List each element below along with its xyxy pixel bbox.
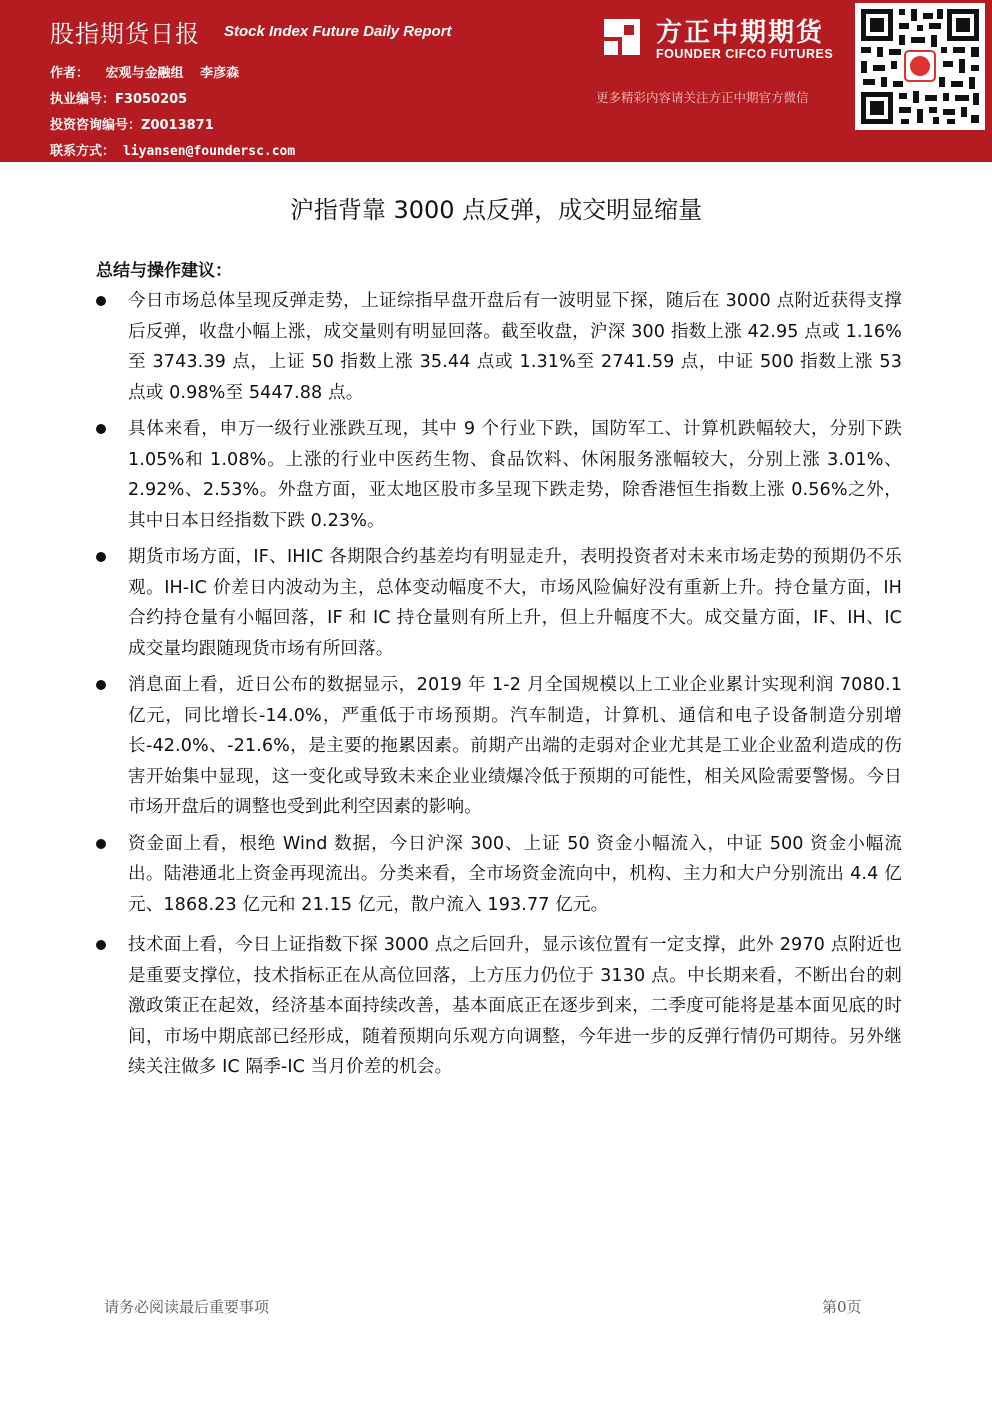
bullet-icon xyxy=(96,424,106,434)
wechat-qr-code[interactable] xyxy=(855,3,985,130)
page-number: 第0页 xyxy=(822,1298,862,1316)
footer-notice: 请务必阅读最后重要事项 xyxy=(104,1298,270,1316)
report-name-cn: 股指期货日报 xyxy=(50,20,200,48)
company-logo-en: FOUNDER CIFCO FUTURES xyxy=(656,47,834,61)
bullet-icon xyxy=(96,296,106,306)
contact-email[interactable]: liyansen@foundersc.com xyxy=(123,144,296,159)
bullet-text: 具体来看，申万一级行业涨跌互现，其中 9 个行业下跌，国防军工、计算机跌幅较大，分别下跌 1.05%和 1.08%。上涨的行业中医药生物、食品饮料、休闲服务涨幅较大，分别上涨 3.01%、2.92%、2.53%。外盘方面，亚太地区股市多呈现下跌走势，除香港恒生指数上涨 0.56%之外，其中日本日经指数下跌 0.23%。 xyxy=(128,419,902,531)
report-name-en: Stock Index Future Daily Report xyxy=(224,23,452,40)
document-title: 沪指背靠 3000 点反弹，成交明显缩量 xyxy=(289,196,703,224)
author-group: 宏观与金融组 xyxy=(105,66,184,81)
author-line xyxy=(50,62,239,81)
bullet-icon xyxy=(96,839,106,849)
bullet-icon xyxy=(96,552,106,562)
bullet-text: 期货市场方面，IF、IHIC 各期限合约基差均有明显走升，表明投资者对未来市场走势的预期仍不乐观。IH-IC 价差日内波动为主，总体变动幅度不大，市场风险偏好没有重新上升。持仓量方面，IH 合约持仓量有小幅回落，IF 和 IC 持仓量则有所上升，但上升幅度不大。成交量方面，IF、IH、IC 成交量均跟随现货市场有所回落。 xyxy=(128,547,902,659)
author-name: 李彦森 xyxy=(200,66,240,81)
bullet-item xyxy=(96,414,902,536)
bullet-icon xyxy=(96,680,106,690)
license-line xyxy=(50,88,187,107)
contact-label: 联系方式： xyxy=(50,144,116,159)
author-label: 作者： xyxy=(50,66,90,81)
consult-line xyxy=(50,114,214,133)
company-logo-text: 方正中期期货 xyxy=(656,18,825,48)
wechat-note: 更多精彩内容请关注方正中期官方微信 xyxy=(596,90,809,105)
license-label: 执业编号： xyxy=(50,92,116,107)
bullet-item xyxy=(96,286,902,408)
consult-value: Z0013871 xyxy=(141,118,214,133)
bullet-text: 技术面上看，今日上证指数下探 3000 点之后回升，显示该位置有一定支撑，此外 2970 点附近也是重要支撑位，技术指标正在从高位回落，上方压力仍位于 3130 点。中长期来看，不断出台的刺激政策正在起效，经济基本面持续改善，基本面底正在逐步到来，二季度可能将是基本面见底的时间，市场中期底部已经形成，随着预期向乐观方向调整，今年进一步的反弹行情仍可期待。另外继续关注做多 IC 隔季-IC 当月价差的机会。 xyxy=(128,935,902,1077)
bullet-item xyxy=(96,542,902,664)
bullet-item xyxy=(96,829,902,921)
bullet-text: 消息面上看，近日公布的数据显示，2019 年 1-2 月全国规模以上工业企业累计实现利润 7080.1 亿元，同比增长-14.0%，严重低于市场预期。汽车制造，计算机、通信和电子设备制造分别增长-42.0%、-21.6%，是主要的拖累因素。前期产出端的走弱对企业尤其是工业企业盈利造成的伤害开始集中显现，这一变化或导致未来企业业绩爆冷低于预期的可能性，相关风险需要警惕。今日市场开盘后的调整也受到此利空因素的影响。 xyxy=(128,675,902,817)
section-heading: 总结与操作建议： xyxy=(96,261,232,281)
license-value: F3050205 xyxy=(115,92,188,107)
report-header xyxy=(0,0,992,162)
bullet-text: 今日市场总体呈现反弹走势，上证综指早盘开盘后有一波明显下探，随后在 3000 点附近获得支撑后反弹，收盘小幅上涨，成交量则有明显回落。截至收盘，沪深 300 指数上涨 42.95 点或 1.16%至 3743.39 点，上证 50 指数上涨 35.44 点或 1.31%至 2741.59 点，中证 500 指数上涨 53 点或 0.98%至 5447.88 点。 xyxy=(128,291,902,403)
company-logo-icon xyxy=(600,15,644,59)
consult-label: 投资咨询编号： xyxy=(50,118,142,133)
summary-bullet-list xyxy=(96,286,902,1089)
bullet-text: 资金面上看，根绝 Wind 数据，今日沪深 300、上证 50 资金小幅流入，中证 500 资金小幅流出。陆港通北上资金再现流出。分类来看，全市场资金流向中，机构、主力和大户分别流出 4.4 亿元、1868.23 亿元和 21.15 亿元，散户流入 193.77 亿元。 xyxy=(128,833,902,915)
bullet-item xyxy=(96,670,902,823)
bullet-icon xyxy=(96,940,106,950)
bullet-item xyxy=(96,930,902,1083)
contact-line xyxy=(50,140,295,159)
